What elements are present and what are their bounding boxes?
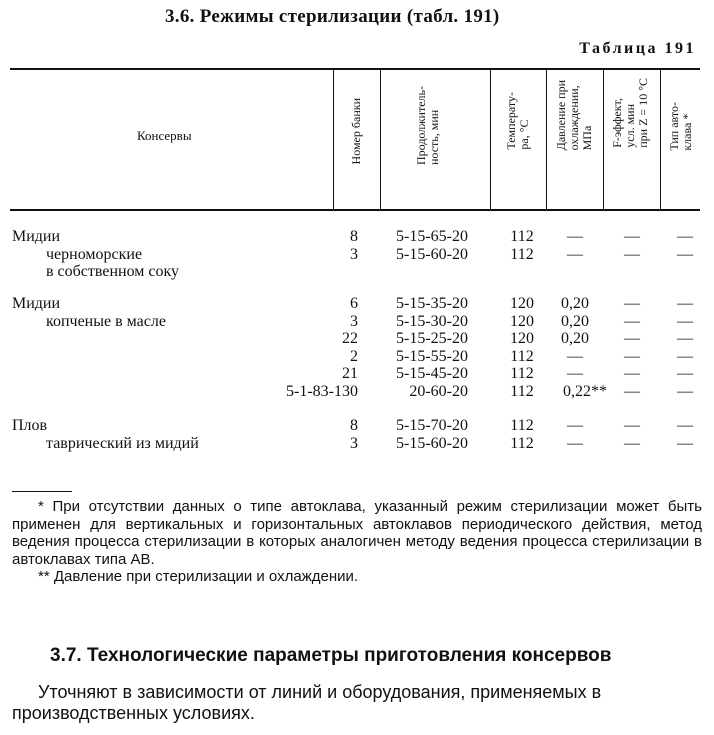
cell-f-effect: — <box>624 347 640 365</box>
cell-can-number: 21 <box>342 365 358 382</box>
column-divider <box>546 70 547 211</box>
cell-can-number: 5-1-83-130 <box>286 382 358 400</box>
group-name: Мидии <box>12 228 61 245</box>
cell-pressure: — <box>567 245 583 263</box>
cell-can-number: 8 <box>350 228 358 245</box>
header-duration: Продолжитель- ность, мин <box>414 86 441 165</box>
cell-pressure: — <box>567 228 583 245</box>
header-product: Консервы <box>137 128 192 143</box>
cell-f-effect: — <box>624 330 640 347</box>
cell-temperature: 112 <box>510 228 534 245</box>
footnote-rule <box>12 491 72 492</box>
cell-duration: 5-15-65-20 <box>396 228 468 245</box>
cell-autoclave-type: — <box>677 347 693 365</box>
cell-autoclave-type: — <box>677 434 693 452</box>
cell-duration: 5-15-35-20 <box>396 295 468 312</box>
cell-pressure: 0,20 <box>561 330 589 347</box>
cell-pressure: 0,20 <box>561 295 589 312</box>
cell-duration: 5-15-25-20 <box>396 330 468 347</box>
paragraph: Уточняют в зависимости от линий и оборудования, применяемых в производственных условиях. <box>12 682 602 723</box>
cell-can-number: 2 <box>350 347 358 365</box>
cell-f-effect: — <box>624 228 640 245</box>
cell-can-number: 3 <box>350 434 358 452</box>
cell-duration: 5-15-55-20 <box>396 347 468 365</box>
cell-autoclave-type: — <box>677 365 693 382</box>
column-divider <box>660 70 661 211</box>
cell-autoclave-type: — <box>677 417 693 434</box>
header-temp: Температу- ра, °С <box>504 92 531 150</box>
column-divider <box>603 70 604 211</box>
cell-temperature: 120 <box>510 312 534 330</box>
cell-temperature: 120 <box>510 330 534 347</box>
group-subtitle: черноморские <box>46 245 143 263</box>
cell-can-number: 3 <box>350 245 358 263</box>
cell-f-effect: — <box>624 245 640 263</box>
header-pressure: Давление при охлаждении, МПа <box>554 80 594 151</box>
cell-can-number: 22 <box>342 330 358 347</box>
cell-f-effect: — <box>624 434 640 452</box>
cell-pressure: — <box>567 365 583 382</box>
header-autoclave: Тип авто- клава * <box>667 102 694 151</box>
cell-f-effect: — <box>624 295 640 312</box>
group-subtitle: в собственном соку <box>46 263 180 280</box>
cell-temperature: 120 <box>510 295 534 312</box>
cell-temperature: 112 <box>510 382 534 400</box>
header-f-effect: F-эффект, усл. мин при Z = 10 °С <box>610 78 650 148</box>
cell-pressure: 0,20 <box>561 312 589 330</box>
cell-duration: 5-15-60-20 <box>396 434 468 452</box>
group-name: Мидии <box>12 295 61 312</box>
section-title: 3.6. Режимы стерилизации (табл. 191) <box>165 6 500 27</box>
cell-duration: 20-60-20 <box>409 382 468 400</box>
header-can: Номер банки <box>349 98 363 165</box>
group-subtitle: копченые в масле <box>46 312 166 330</box>
table-header-rule <box>10 209 700 211</box>
cell-can-number: 8 <box>350 417 358 434</box>
cell-duration: 5-15-30-20 <box>396 312 468 330</box>
cell-temperature: 112 <box>510 365 534 382</box>
cell-f-effect: — <box>624 417 640 434</box>
cell-temperature: 112 <box>510 417 534 434</box>
footnote: * При отсутствии данных о типе автоклава, указанный режим стерилизации может быть применен для вертикальных и горизонтальных автоклавов периодического действия, метод ведения процесса стерилизации в которых аналогичен методу ведения процесса стерилизации в автоклавах типа АВ. <box>12 498 702 568</box>
cell-temperature: 112 <box>510 347 534 365</box>
cell-f-effect: — <box>624 382 640 400</box>
cell-autoclave-type: — <box>677 228 693 245</box>
column-divider <box>380 70 381 211</box>
cell-autoclave-type: — <box>677 245 693 263</box>
cell-can-number: 3 <box>350 312 358 330</box>
cell-duration: 5-15-45-20 <box>396 365 468 382</box>
cell-f-effect: — <box>624 312 640 330</box>
cell-temperature: 112 <box>510 434 534 452</box>
footnote: ** Давление при стерилизации и охлаждении. <box>38 568 359 585</box>
cell-temperature: 112 <box>510 245 534 263</box>
cell-pressure: — <box>567 347 583 365</box>
cell-duration: 5-15-70-20 <box>396 417 468 434</box>
cell-autoclave-type: — <box>677 295 693 312</box>
column-divider <box>333 70 334 211</box>
cell-can-number: 6 <box>350 295 358 312</box>
cell-autoclave-type: — <box>677 312 693 330</box>
cell-pressure: 0,22** <box>563 382 607 400</box>
cell-pressure: — <box>567 417 583 434</box>
footnotes <box>12 498 702 586</box>
cell-f-effect: — <box>624 365 640 382</box>
column-divider <box>490 70 491 211</box>
table-label: Таблица 191 <box>579 40 696 57</box>
next-section-title: 3.7. Технологические параметры приготовления консервов <box>50 645 612 666</box>
table-top-rule <box>10 68 700 70</box>
group-subtitle: таврический из мидий <box>46 434 199 452</box>
cell-autoclave-type: — <box>677 382 693 400</box>
group-name: Плов <box>12 417 48 434</box>
cell-duration: 5-15-60-20 <box>396 245 468 263</box>
cell-pressure: — <box>567 434 583 452</box>
next-section-text <box>12 682 702 724</box>
cell-autoclave-type: — <box>677 330 693 347</box>
